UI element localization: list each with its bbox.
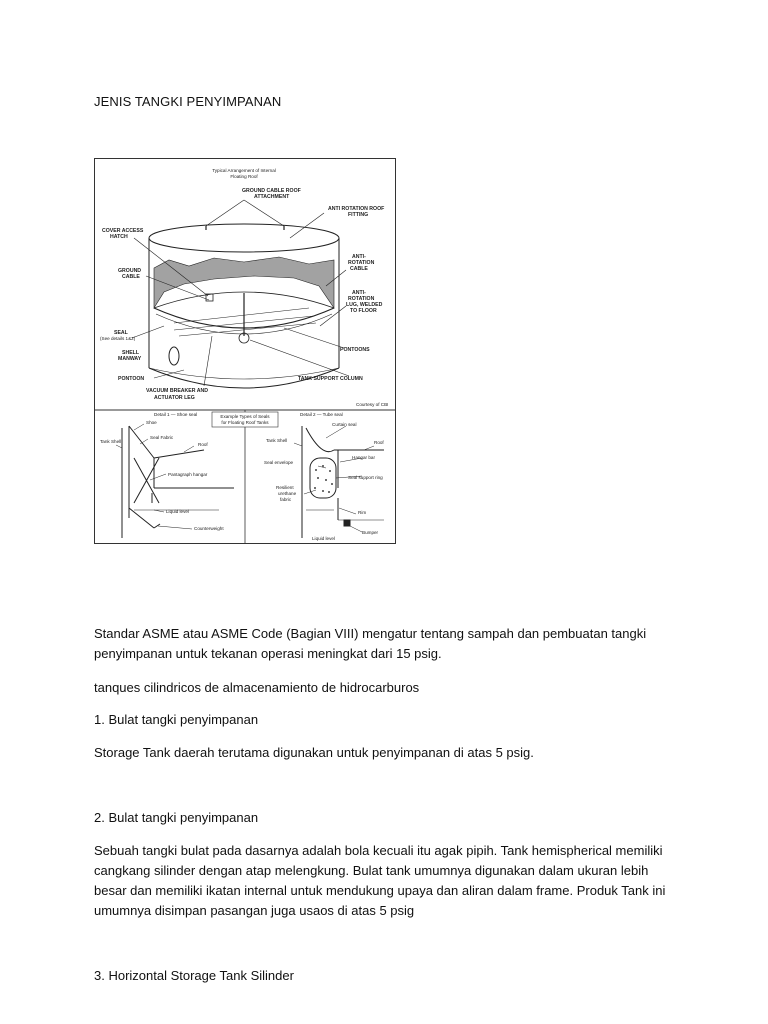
detail2-urethane: urethane xyxy=(278,491,297,496)
fig-label-actuator: ACTUATOR LEG xyxy=(154,395,195,401)
detail1-roof: Roof xyxy=(198,442,208,447)
fig-label-tank-support: TANK SUPPORT COLUMN xyxy=(298,376,363,382)
detail1-tank-shell: Tank Shell xyxy=(100,439,122,444)
fig-label-attachment: ATTACHMENT xyxy=(254,194,290,200)
fig-label-anti: ANTI- xyxy=(352,254,366,260)
fig-label-see-details: (See details 1&2) xyxy=(100,336,136,341)
floating-roof-tank-figure xyxy=(94,158,396,544)
page-title: JENIS TANGKI PENYIMPANAN xyxy=(94,94,282,109)
fig-label-cover-access: COVER ACCESS xyxy=(102,228,144,234)
detail1-seal-fabric: Seal Fabric xyxy=(150,435,174,440)
detail2-tank-shell: Tank Shell xyxy=(266,438,288,443)
detail1-title: Detail 1 — Shoe seal xyxy=(154,412,198,417)
fig-label-typical: Typical Arrangement of Internal xyxy=(212,168,276,173)
fig-label-cable: CABLE xyxy=(122,274,140,280)
fig-label-pontoons: PONTOONS xyxy=(340,347,370,353)
detail1-counterweight: Counterweight xyxy=(194,526,224,531)
detail2-seal-envelope: Seal envelope xyxy=(264,460,294,465)
detail1-liquid-level: Liquid level xyxy=(166,509,189,514)
fig-label-ground-cable-roof: GROUND CABLE ROOF xyxy=(242,188,301,194)
detail2-liquid-level: Liquid level xyxy=(312,536,335,541)
paragraph-item-2: Sebuah tangki bulat pada dasarnya adalah bola kecuali itu agak pipih. Tank hemispherical memiliki cangkang silinder dengan atap melengkung. Bulat tank umumnya digunakan dalam ukuran lebih besar dan memiliki ikatan internal untuk mendukung upaya dan aliran dalam frame. Produk Tank ini umumnya disimpan pasangan juga usaos di atas 5 psig xyxy=(94,843,666,918)
detail2-rim: Rim xyxy=(358,510,367,515)
detail2-seal-support-ring: Seal support ring xyxy=(348,475,383,480)
fig-label-vacuum: VACUUM BREAKER AND xyxy=(146,388,208,394)
detail1-pantagraph: Pantagraph hangar xyxy=(168,472,208,477)
paragraph-spanish-heading: tanques cilindricos de almacenamiento de hidrocarburos xyxy=(94,680,420,695)
fig-label-fitting: FITTING xyxy=(348,212,369,218)
detail2-resilient: Resilient xyxy=(276,485,294,490)
fig-label-rotation2: ROTATION xyxy=(348,296,375,302)
fig-label-ground: GROUND xyxy=(118,268,142,274)
tank-diagram xyxy=(94,158,396,544)
heading-item-2: 2. Bulat tangki penyimpanan xyxy=(94,810,259,825)
fig-label-to-floor: TO FLOOR xyxy=(350,308,377,314)
detail2-fabric: fabric xyxy=(280,497,292,502)
detail2-hangar-bar: Hangar bar xyxy=(352,455,375,460)
fig-label-pontoon: PONTOON xyxy=(118,376,145,382)
detail1-shoe: Shoe xyxy=(146,420,157,425)
fig-label-lug: LUG, WELDED xyxy=(346,302,383,308)
fig-label-anti2: ANTI- xyxy=(352,290,366,296)
fig-label-seal: SEAL xyxy=(114,330,128,336)
heading-item-3: 3. Horizontal Storage Tank Silinder xyxy=(94,968,294,983)
fig-label-anti-rotation-roof: ANTI ROTATION ROOF xyxy=(328,206,385,212)
detail2-bumper: Bumper xyxy=(362,530,379,535)
fig-label-hatch: HATCH xyxy=(110,234,128,240)
caption-line2: for Floating Roof Tanks xyxy=(221,420,269,425)
fig-label-floating-roof: Floating Roof xyxy=(230,174,258,179)
fig-label-courtesy: Courtesy of CBI xyxy=(356,402,389,407)
detail2-roof: Roof xyxy=(374,440,384,445)
paragraph-item-1: Storage Tank daerah terutama digunakan untuk penyimpanan di atas 5 psig. xyxy=(94,745,534,760)
paragraph-asme: Standar ASME atau ASME Code (Bagian VIII) mengatur tentang sampah dan pembuatan tangki penyimpanan untuk tekanan operasi meningkat dari 15 psig. xyxy=(94,626,647,661)
fig-label-cable2: CABLE xyxy=(350,266,368,272)
fig-label-manway: MANWAY xyxy=(118,356,142,362)
fig-label-rotation: ROTATION xyxy=(348,260,375,266)
heading-item-1: 1. Bulat tangki penyimpanan xyxy=(94,712,259,727)
detail2-curtain-seal: Curtain seal xyxy=(332,422,357,427)
caption-line1: Example Types of Seals xyxy=(220,414,270,419)
fig-label-shell: SHELL xyxy=(122,350,140,356)
detail2-title: Detail 2 — Tube seal xyxy=(300,412,343,417)
